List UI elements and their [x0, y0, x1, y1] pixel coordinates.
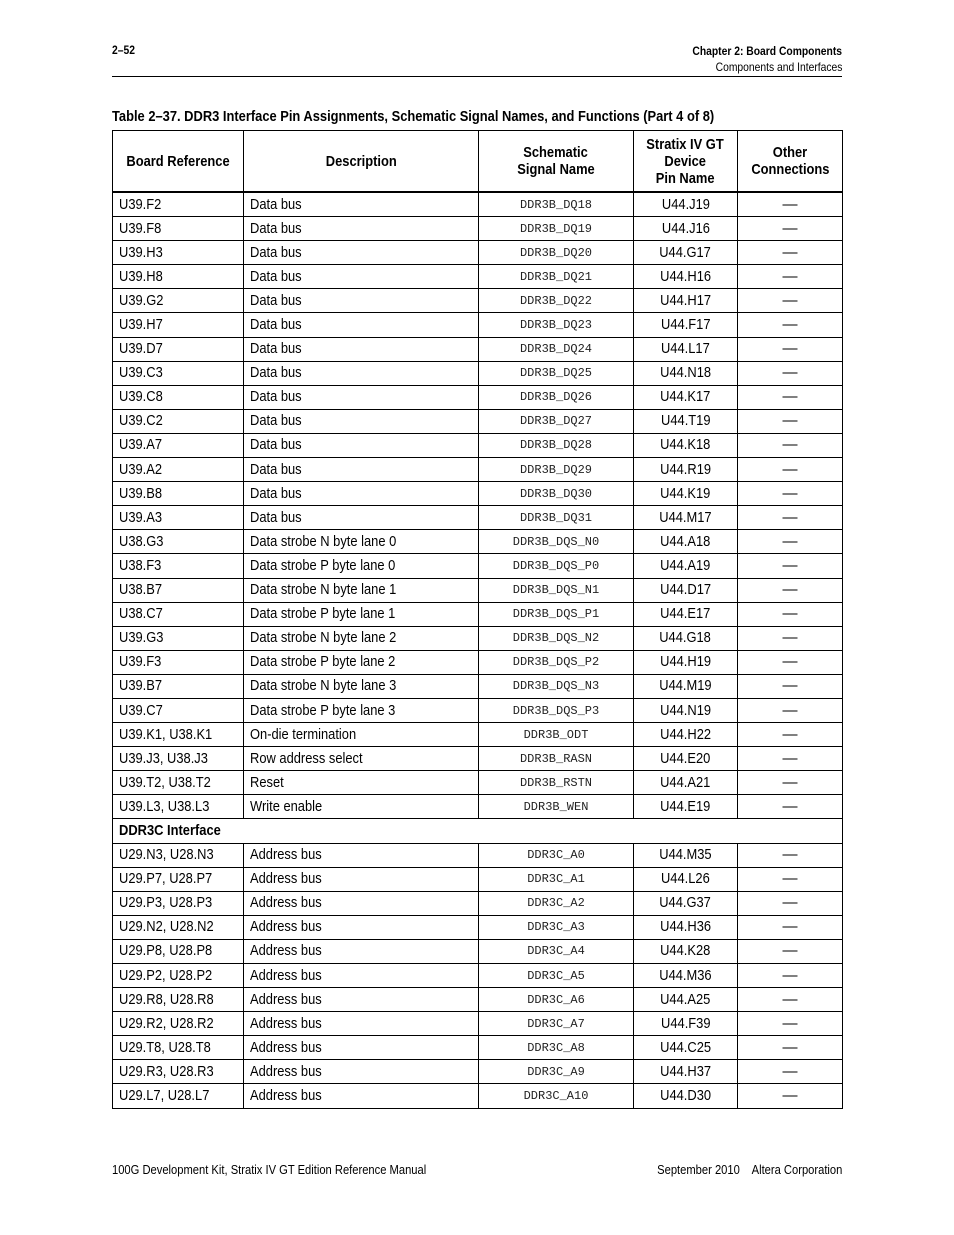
table-row: [113, 433, 843, 457]
pin-name-cell: U44.H37: [634, 1060, 738, 1084]
other-connections-cell: —: [738, 241, 843, 265]
pin-name-cell: U44.G18: [634, 626, 738, 650]
footer-manual-title: 100G Development Kit, Stratix IV GT Edition Reference Manual: [112, 1162, 427, 1177]
pin-name-cell: U44.M35: [634, 843, 738, 867]
other-connections-cell: —: [738, 867, 843, 891]
running-header: [668, 43, 842, 75]
table-row: [113, 964, 843, 988]
pin-name-cell: U44.J16: [634, 217, 738, 241]
description-cell: Address bus: [244, 1060, 479, 1084]
pin-name-cell: U44.G17: [634, 241, 738, 265]
pin-name-cell: U44.K19: [634, 482, 738, 506]
board-reference-cell: U39.C8: [113, 385, 244, 409]
other-connections-cell: —: [738, 265, 843, 289]
signal-name-cell: DDR3B_DQS_P0: [479, 554, 634, 578]
board-reference-cell: U39.C3: [113, 361, 244, 385]
description-cell: Address bus: [244, 867, 479, 891]
table-row: [113, 409, 843, 433]
other-connections-cell: —: [738, 458, 843, 482]
pin-name-cell: U44.J19: [634, 192, 738, 217]
other-connections-cell: —: [738, 578, 843, 602]
board-reference-cell: U39.A7: [113, 433, 244, 457]
board-reference-cell: U39.H3: [113, 241, 244, 265]
board-reference-cell: U38.C7: [113, 602, 244, 626]
signal-name-cell: DDR3B_DQS_P3: [479, 698, 634, 722]
description-cell: Data bus: [244, 458, 479, 482]
pin-name-cell: U44.C25: [634, 1036, 738, 1060]
signal-name-cell: DDR3B_WEN: [479, 795, 634, 819]
signal-name-cell: DDR3B_DQ24: [479, 337, 634, 361]
description-cell: Data bus: [244, 409, 479, 433]
pin-name-cell: U44.H17: [634, 289, 738, 313]
pin-name-cell: U44.K17: [634, 385, 738, 409]
board-reference-cell: U29.R3, U28.R3: [113, 1060, 244, 1084]
signal-name-cell: DDR3B_DQS_P1: [479, 602, 634, 626]
other-connections-cell: —: [738, 843, 843, 867]
pin-name-cell: U44.G37: [634, 891, 738, 915]
other-connections-cell: —: [738, 385, 843, 409]
footer-date-company: September 2010 Altera Corporation: [656, 1162, 842, 1177]
description-cell: Data strobe P byte lane 0: [244, 554, 479, 578]
pin-name-cell: U44.K28: [634, 939, 738, 963]
other-connections-cell: —: [738, 891, 843, 915]
signal-name-cell: DDR3B_DQ22: [479, 289, 634, 313]
other-connections-cell: —: [738, 698, 843, 722]
other-connections-cell: —: [738, 939, 843, 963]
table-row: [113, 578, 843, 602]
board-reference-cell: U39.D7: [113, 337, 244, 361]
chapter-title: Chapter 2: Board Components: [692, 44, 842, 58]
other-connections-cell: —: [738, 289, 843, 313]
description-cell: Address bus: [244, 915, 479, 939]
table-row: [113, 602, 843, 626]
pin-name-cell: U44.A21: [634, 771, 738, 795]
board-reference-cell: U39.F2: [113, 192, 244, 217]
table-row: [113, 554, 843, 578]
pin-name-cell: U44.A25: [634, 988, 738, 1012]
table-row: [113, 337, 843, 361]
other-connections-cell: —: [738, 554, 843, 578]
table-row: [113, 265, 843, 289]
signal-name-cell: DDR3B_DQ26: [479, 385, 634, 409]
description-cell: Address bus: [244, 891, 479, 915]
header-divider: [112, 76, 842, 77]
other-connections-cell: —: [738, 217, 843, 241]
pin-name-cell: U44.N19: [634, 698, 738, 722]
other-connections-cell: —: [738, 1012, 843, 1036]
signal-name-cell: DDR3C_A2: [479, 891, 634, 915]
signal-name-cell: DDR3B_DQS_P2: [479, 650, 634, 674]
table-row: [113, 698, 843, 722]
description-cell: Data bus: [244, 265, 479, 289]
description-cell: On-die termination: [244, 723, 479, 747]
signal-name-cell: DDR3B_DQ19: [479, 217, 634, 241]
table-row: [113, 217, 843, 241]
table-row: [113, 939, 843, 963]
signal-name-cell: DDR3C_A8: [479, 1036, 634, 1060]
table-row: [113, 482, 843, 506]
board-reference-cell: U39.B7: [113, 674, 244, 698]
table-row: [113, 530, 843, 554]
board-reference-cell: U39.J3, U38.J3: [113, 747, 244, 771]
board-reference-cell: U29.N3, U28.N3: [113, 843, 244, 867]
table-row: [113, 867, 843, 891]
col-header-board-reference: Board Reference: [113, 131, 244, 193]
table-caption: Table 2–37. DDR3 Interface Pin Assignments, Schematic Signal Names, and Functions (Part 4 of 8): [112, 108, 715, 125]
other-connections-cell: —: [738, 602, 843, 626]
signal-name-cell: DDR3B_DQ25: [479, 361, 634, 385]
signal-name-cell: DDR3B_DQ20: [479, 241, 634, 265]
section-label: DDR3C Interface: [113, 819, 843, 843]
other-connections-cell: —: [738, 650, 843, 674]
signal-name-cell: DDR3B_DQ29: [479, 458, 634, 482]
signal-name-cell: DDR3B_DQ21: [479, 265, 634, 289]
board-reference-cell: U29.R8, U28.R8: [113, 988, 244, 1012]
board-reference-cell: U39.F3: [113, 650, 244, 674]
table-row: [113, 843, 843, 867]
pin-name-cell: U44.E19: [634, 795, 738, 819]
other-connections-cell: —: [738, 988, 843, 1012]
table-row: [113, 988, 843, 1012]
pin-name-cell: U44.H19: [634, 650, 738, 674]
other-connections-cell: —: [738, 1084, 843, 1108]
signal-name-cell: DDR3B_DQ31: [479, 506, 634, 530]
table-row: [113, 1060, 843, 1084]
description-cell: Address bus: [244, 988, 479, 1012]
description-cell: Data strobe P byte lane 1: [244, 602, 479, 626]
col-header-description: Description: [244, 131, 479, 193]
table-row: [113, 650, 843, 674]
board-reference-cell: U39.A2: [113, 458, 244, 482]
signal-name-cell: DDR3B_DQS_N3: [479, 674, 634, 698]
board-reference-cell: U29.P8, U28.P8: [113, 939, 244, 963]
description-cell: Address bus: [244, 1036, 479, 1060]
table-row: [113, 747, 843, 771]
board-reference-cell: U29.P3, U28.P3: [113, 891, 244, 915]
table-row: [113, 361, 843, 385]
other-connections-cell: —: [738, 337, 843, 361]
other-connections-cell: —: [738, 795, 843, 819]
col-header-device-pin-name: Stratix IV GT Device Pin Name: [634, 131, 738, 193]
other-connections-cell: —: [738, 747, 843, 771]
description-cell: Data bus: [244, 289, 479, 313]
pin-name-cell: U44.E20: [634, 747, 738, 771]
signal-name-cell: DDR3B_DQS_N0: [479, 530, 634, 554]
other-connections-cell: —: [738, 482, 843, 506]
table-row: [113, 1084, 843, 1108]
pin-assignment-table: [112, 130, 843, 1109]
board-reference-cell: U29.P7, U28.P7: [113, 867, 244, 891]
board-reference-cell: U29.N2, U28.N2: [113, 915, 244, 939]
description-cell: Data bus: [244, 506, 479, 530]
pin-name-cell: U44.M17: [634, 506, 738, 530]
table-row: [113, 723, 843, 747]
description-cell: Data bus: [244, 241, 479, 265]
col-header-schematic-signal-name: Schematic Signal Name: [479, 131, 634, 193]
description-cell: Data bus: [244, 313, 479, 337]
page-number: 2–52: [112, 43, 135, 57]
other-connections-cell: —: [738, 530, 843, 554]
table-row: [113, 1012, 843, 1036]
board-reference-cell: U39.A3: [113, 506, 244, 530]
board-reference-cell: U39.C2: [113, 409, 244, 433]
pin-name-cell: U44.A19: [634, 554, 738, 578]
table-row: [113, 891, 843, 915]
pin-name-cell: U44.H22: [634, 723, 738, 747]
signal-name-cell: DDR3C_A9: [479, 1060, 634, 1084]
other-connections-cell: —: [738, 433, 843, 457]
other-connections-cell: —: [738, 361, 843, 385]
pin-name-cell: U44.N18: [634, 361, 738, 385]
signal-name-cell: DDR3B_DQ30: [479, 482, 634, 506]
pin-name-cell: U44.H36: [634, 915, 738, 939]
other-connections-cell: —: [738, 964, 843, 988]
description-cell: Write enable: [244, 795, 479, 819]
table-row: [113, 771, 843, 795]
signal-name-cell: DDR3B_DQ27: [479, 409, 634, 433]
description-cell: Data strobe N byte lane 1: [244, 578, 479, 602]
signal-name-cell: DDR3B_ODT: [479, 723, 634, 747]
signal-name-cell: DDR3B_RSTN: [479, 771, 634, 795]
description-cell: Data bus: [244, 337, 479, 361]
other-connections-cell: —: [738, 1036, 843, 1060]
board-reference-cell: U38.B7: [113, 578, 244, 602]
board-reference-cell: U39.G3: [113, 626, 244, 650]
description-cell: Data strobe N byte lane 2: [244, 626, 479, 650]
other-connections-cell: —: [738, 771, 843, 795]
pin-name-cell: U44.L17: [634, 337, 738, 361]
other-connections-cell: —: [738, 409, 843, 433]
board-reference-cell: U39.C7: [113, 698, 244, 722]
description-cell: Data strobe P byte lane 2: [244, 650, 479, 674]
table-row: [113, 795, 843, 819]
description-cell: Data bus: [244, 433, 479, 457]
description-cell: Address bus: [244, 1084, 479, 1108]
board-reference-cell: U38.F3: [113, 554, 244, 578]
description-cell: Data bus: [244, 192, 479, 217]
board-reference-cell: U39.F8: [113, 217, 244, 241]
signal-name-cell: DDR3C_A4: [479, 939, 634, 963]
section-row-ddr3c-interface: [113, 819, 843, 843]
board-reference-cell: U39.T2, U38.T2: [113, 771, 244, 795]
other-connections-cell: —: [738, 626, 843, 650]
description-cell: Data strobe P byte lane 3: [244, 698, 479, 722]
pin-name-cell: U44.F39: [634, 1012, 738, 1036]
description-cell: Data bus: [244, 217, 479, 241]
pin-name-cell: U44.L26: [634, 867, 738, 891]
table-row: [113, 458, 843, 482]
signal-name-cell: DDR3C_A1: [479, 867, 634, 891]
board-reference-cell: U29.P2, U28.P2: [113, 964, 244, 988]
signal-name-cell: DDR3B_DQ18: [479, 192, 634, 217]
description-cell: Row address select: [244, 747, 479, 771]
table-row: [113, 289, 843, 313]
board-reference-cell: U29.T8, U28.T8: [113, 1036, 244, 1060]
section-title: Components and Interfaces: [715, 60, 842, 74]
other-connections-cell: —: [738, 1060, 843, 1084]
signal-name-cell: DDR3C_A7: [479, 1012, 634, 1036]
other-connections-cell: —: [738, 915, 843, 939]
table-row: [113, 241, 843, 265]
table-row: [113, 313, 843, 337]
signal-name-cell: DDR3C_A10: [479, 1084, 634, 1108]
pin-name-cell: U44.D30: [634, 1084, 738, 1108]
pin-name-cell: U44.R19: [634, 458, 738, 482]
other-connections-cell: —: [738, 192, 843, 217]
pin-name-cell: U44.D17: [634, 578, 738, 602]
description-cell: Reset: [244, 771, 479, 795]
pin-name-cell: U44.F17: [634, 313, 738, 337]
other-connections-cell: —: [738, 506, 843, 530]
other-connections-cell: —: [738, 723, 843, 747]
other-connections-cell: —: [738, 313, 843, 337]
description-cell: Data bus: [244, 361, 479, 385]
signal-name-cell: DDR3B_RASN: [479, 747, 634, 771]
board-reference-cell: U29.L7, U28.L7: [113, 1084, 244, 1108]
description-cell: Data bus: [244, 482, 479, 506]
pin-name-cell: U44.E17: [634, 602, 738, 626]
signal-name-cell: DDR3B_DQS_N1: [479, 578, 634, 602]
board-reference-cell: U39.H8: [113, 265, 244, 289]
pin-name-cell: U44.T19: [634, 409, 738, 433]
board-reference-cell: U38.G3: [113, 530, 244, 554]
table-row: [113, 385, 843, 409]
board-reference-cell: U39.H7: [113, 313, 244, 337]
signal-name-cell: DDR3B_DQS_N2: [479, 626, 634, 650]
pin-name-cell: U44.M19: [634, 674, 738, 698]
board-reference-cell: U29.R2, U28.R2: [113, 1012, 244, 1036]
table-row: [113, 192, 843, 217]
pin-name-cell: U44.K18: [634, 433, 738, 457]
board-reference-cell: U39.G2: [113, 289, 244, 313]
description-cell: Address bus: [244, 1012, 479, 1036]
description-cell: Address bus: [244, 843, 479, 867]
signal-name-cell: DDR3C_A5: [479, 964, 634, 988]
signal-name-cell: DDR3C_A6: [479, 988, 634, 1012]
table-row: [113, 674, 843, 698]
signal-name-cell: DDR3C_A0: [479, 843, 634, 867]
col-header-other-connections: Other Connections: [738, 131, 843, 193]
board-reference-cell: U39.B8: [113, 482, 244, 506]
signal-name-cell: DDR3B_DQ28: [479, 433, 634, 457]
description-cell: Address bus: [244, 939, 479, 963]
table-row: [113, 1036, 843, 1060]
table-row: [113, 626, 843, 650]
description-cell: Data strobe N byte lane 0: [244, 530, 479, 554]
pin-name-cell: U44.M36: [634, 964, 738, 988]
description-cell: Address bus: [244, 964, 479, 988]
table-header-row: [113, 131, 843, 193]
description-cell: Data bus: [244, 385, 479, 409]
description-cell: Data strobe N byte lane 3: [244, 674, 479, 698]
table-row: [113, 506, 843, 530]
board-reference-cell: U39.L3, U38.L3: [113, 795, 244, 819]
pin-name-cell: U44.A18: [634, 530, 738, 554]
pin-name-cell: U44.H16: [634, 265, 738, 289]
table-row: [113, 915, 843, 939]
signal-name-cell: DDR3C_A3: [479, 915, 634, 939]
board-reference-cell: U39.K1, U38.K1: [113, 723, 244, 747]
other-connections-cell: —: [738, 674, 843, 698]
signal-name-cell: DDR3B_DQ23: [479, 313, 634, 337]
